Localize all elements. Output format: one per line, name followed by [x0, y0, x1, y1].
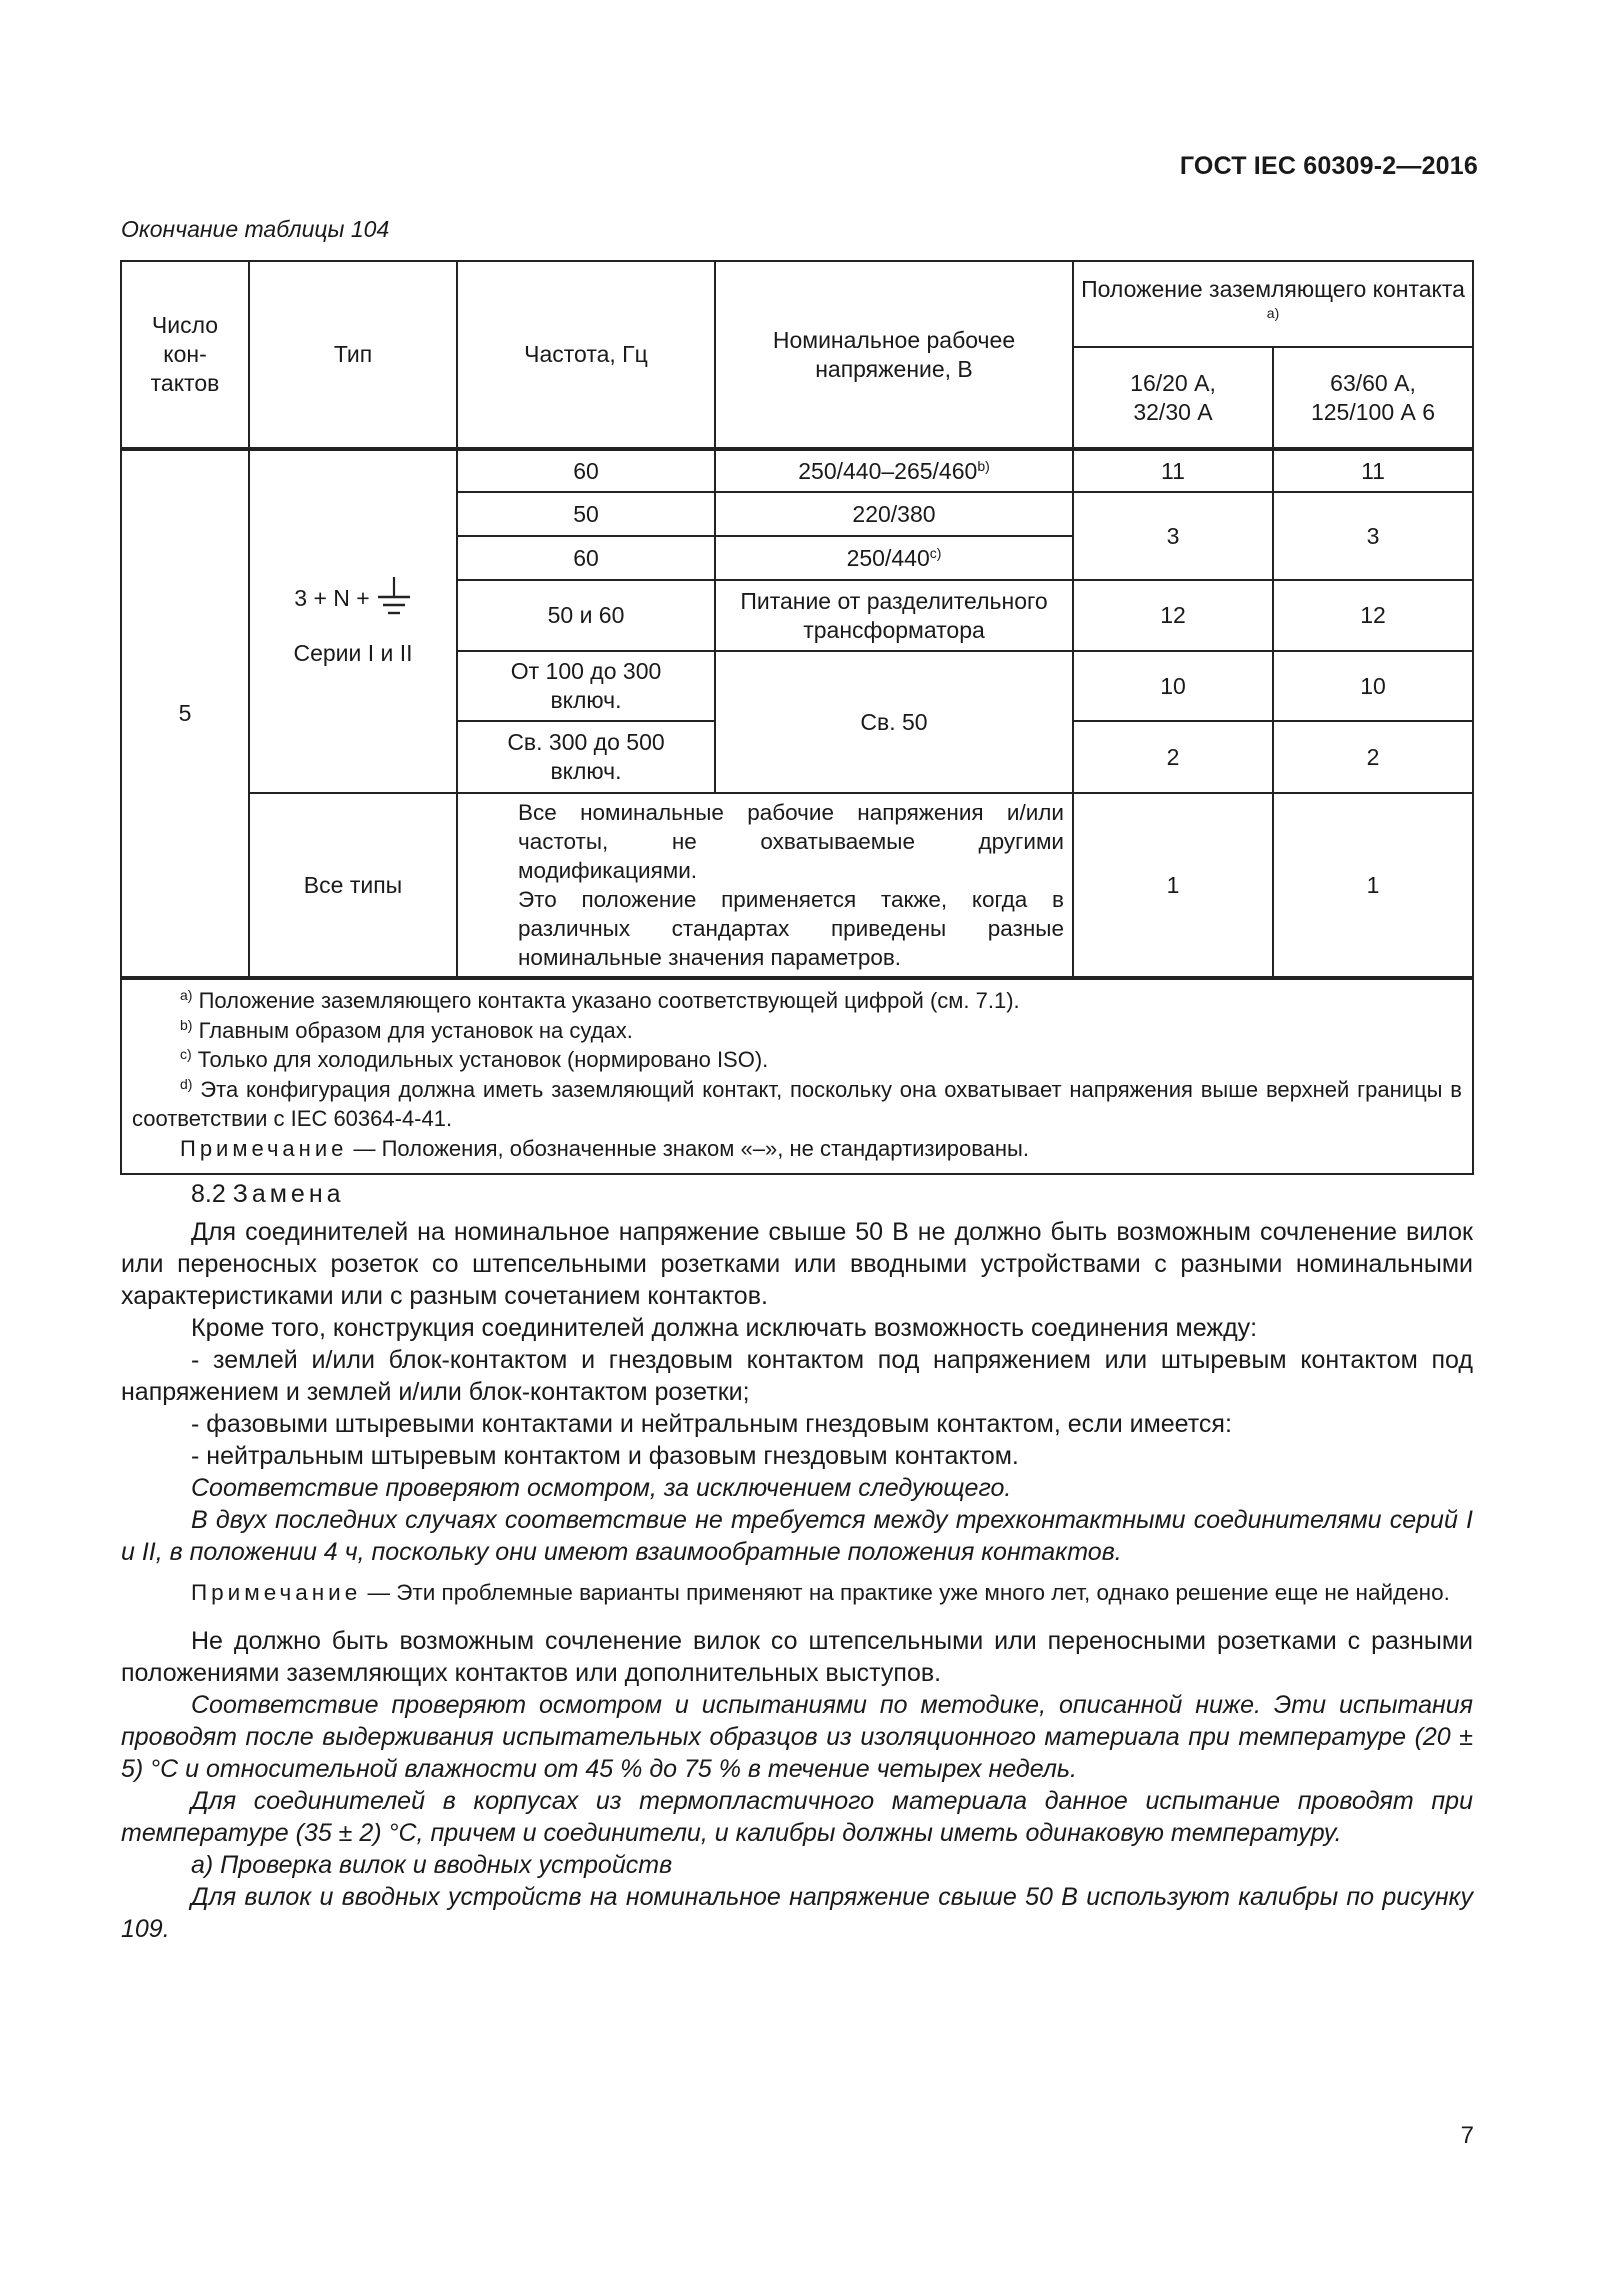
- header-frequency: Частота, Гц: [457, 261, 715, 449]
- header-row: [121, 261, 1473, 347]
- table-note: Примечание — Положения, обозначенные знаком «–», не стандартизированы.: [180, 1135, 1029, 1161]
- footnote-a: $^{a)}$ Положение заземляющего контакта указано соответствующей цифрой (см. 7.1).: [180, 987, 1020, 1013]
- list-item: - нейтральным штыревым контактом и фазовым гнездовым контактом.: [191, 1442, 1019, 1470]
- table-104: [120, 260, 1474, 1175]
- footnotes-row: [121, 978, 1473, 1174]
- description-text: Все номинальные рабочие напряжения и/или частоты, не охватываемые другими модификациями.: [518, 800, 1064, 883]
- list-item: - землей и/или блок-контактом и гнездовым контактом под напряжением или штыревым контактом под напряжением и землей и/или блок-контактом розетки;: [121, 1346, 1473, 1406]
- all-types-description: [457, 793, 1073, 978]
- page-number: 7: [1460, 2122, 1474, 2149]
- freq-cell: От 100 до 300 включ.: [457, 651, 715, 721]
- document-code: ГОСТ IEC 60309-2—2016: [1179, 152, 1478, 180]
- header-col-a: 16/20 А, 32/30 А: [1073, 347, 1273, 449]
- footnote-b: $^{b)}$ Главным образом для установок на судах.: [180, 1016, 633, 1043]
- table-row: [121, 449, 1473, 492]
- voltage-cell: Питание от разделительного трансформатора: [715, 580, 1073, 651]
- footnote-mark: b): [977, 457, 990, 474]
- description-text: Это положение применяется также, когда в различных стандартах приведены разные номинальные значения параметров.: [518, 887, 1064, 970]
- type-series: Серии I и II: [293, 640, 413, 666]
- ground-icon: [376, 575, 412, 621]
- paragraph: Для соединителей в корпусах из термопластичного материала данное испытание проводят при температуре (35 ± 2) °С, причем и соединители, и калибры должны иметь одинаковую температуру.: [121, 1787, 1473, 1847]
- contacts-value: 5: [121, 449, 249, 978]
- section-8-2: [121, 1178, 1473, 1945]
- position-a-cell: 12: [1073, 580, 1273, 651]
- freq-cell: 50 и 60: [457, 580, 715, 651]
- voltage-cell: 250/440$^{c)}$: [715, 536, 1073, 580]
- paragraph: Соответствие проверяют осмотром, за исключением следующего.: [191, 1474, 1012, 1502]
- footnotes: [121, 978, 1473, 1174]
- header-position: Положение заземляющего контакта $^{a)}$: [1073, 261, 1473, 347]
- paragraph: Кроме того, конструкция соединителей должна исключать возможность соединения между:: [191, 1314, 1258, 1342]
- position-b-cell: 1: [1273, 793, 1473, 978]
- voltage-cell: 220/380: [715, 492, 1073, 536]
- position-a-cell: 2: [1073, 721, 1273, 793]
- table-row: [121, 793, 1473, 978]
- paragraph: Не должно быть возможным сочленение вилок со штепсельными или переносными розетками с разными положениями заземляющих контактов или дополнительных выступов.: [121, 1627, 1473, 1687]
- position-a-cell: 1: [1073, 793, 1273, 978]
- position-b-cell: 3: [1273, 492, 1473, 580]
- paragraph: а) Проверка вилок и вводных устройств: [191, 1851, 673, 1879]
- position-b-cell: 12: [1273, 580, 1473, 651]
- header-contacts: Число кон- тактов: [121, 261, 249, 449]
- footnote-mark: c): [929, 544, 942, 561]
- type-label: 3 + N +: [294, 584, 370, 611]
- paragraph: Соответствие проверяют осмотром и испытаниями по методике, описанной ниже. Эти испытания проводят после выдерживания испытательных образцов из изоляционного материала при температуре (20 ± 5) °С и относительной влажности от 45 % до 75 % в течение четырех недель.: [121, 1691, 1473, 1783]
- freq-cell: 50: [457, 492, 715, 536]
- voltage-cell: Св. 50: [715, 651, 1073, 793]
- position-a-cell: 10: [1073, 651, 1273, 721]
- section-heading: 8.2 Замена: [191, 1180, 345, 1208]
- table-caption: Окончание таблицы 104: [121, 216, 390, 242]
- position-a-cell: 3: [1073, 492, 1273, 580]
- paragraph: Для соединителей на номинальное напряжение свыше 50 В не должно быть возможным сочленение вилок или переносных розеток со штепсельными розетками или вводными устройствами с разными номинальными характеристиками или с разным сочетанием контактов.: [121, 1218, 1473, 1310]
- footnote-mark: a): [1266, 305, 1280, 321]
- header-type: Тип: [249, 261, 457, 449]
- freq-cell: Св. 300 до 500 включ.: [457, 721, 715, 793]
- footnote-c: $^{c)}$ Только для холодильных установок (нормировано ISO).: [180, 1046, 769, 1072]
- all-types-cell: Все типы: [249, 793, 457, 978]
- voltage-cell: 250/440–265/460$^{b)}$: [715, 449, 1073, 492]
- freq-cell: 60: [457, 536, 715, 580]
- section-note: Примечание — Эти проблемные варианты применяют на практике уже много лет, однако решение еще не найдено.: [191, 1580, 1450, 1605]
- position-a-cell: 11: [1073, 449, 1273, 492]
- header-voltage: Номинальное рабочее напряжение, В: [715, 261, 1073, 449]
- position-b-cell: 11: [1273, 449, 1473, 492]
- paragraph: Для вилок и вводных устройств на номинальное напряжение свыше 50 В используют калибры по рисунку 109.: [121, 1883, 1473, 1943]
- position-b-cell: 10: [1273, 651, 1473, 721]
- position-b-cell: 2: [1273, 721, 1473, 793]
- footnote-d: $^{d)}$ Эта конфигурация должна иметь заземляющий контакт, поскольку она охватывает напряжения выше верхней границы в соответствии с IEC 60364-4-41.: [132, 1075, 1462, 1131]
- paragraph: В двух последних случаях соответствие не требуется между трехконтактными соединителями серий I и II, в положении 4 ч, поскольку они имеют взаимообратные положения контактов.: [121, 1506, 1473, 1566]
- header-col-b: 63/60 А, 125/100 А 6: [1273, 347, 1473, 449]
- list-item: - фазовыми штыревыми контактами и нейтральным гнездовым контактом, если имеется:: [191, 1410, 1232, 1438]
- freq-cell: 60: [457, 449, 715, 492]
- type-series-cell: [249, 449, 457, 793]
